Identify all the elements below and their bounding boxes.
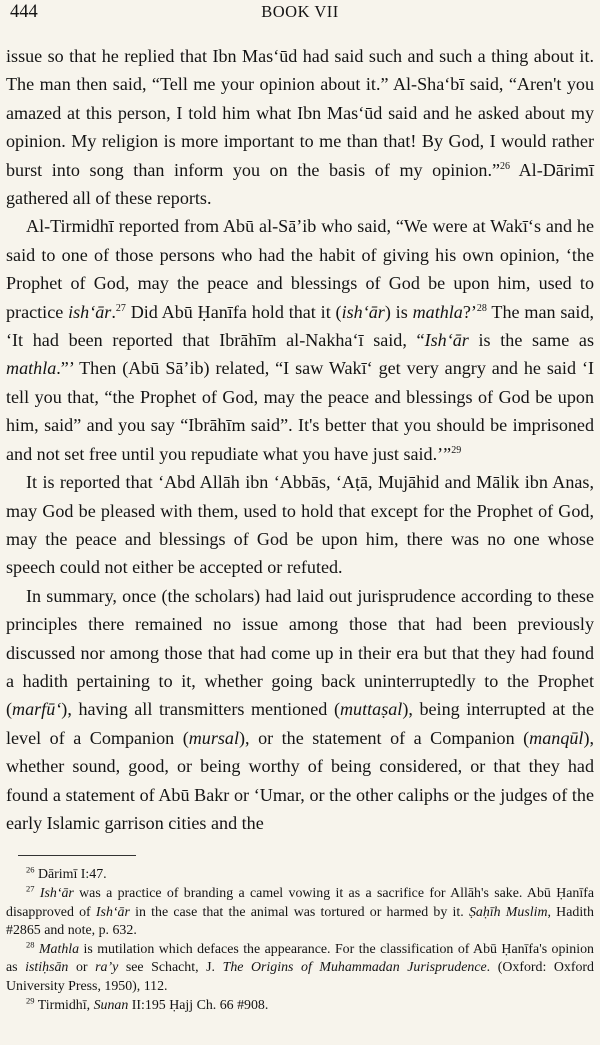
paragraph: It is reported that ‘Abd Allāh ibn ‘Abbās, ‘Aṭā, Mujāhid and Mālik ibn Anas, may God be pleased with them, used to hold that except for the Prophet of God, may the peace and blessings of God be upon him, there was no one whose speech could not either be accepted or refuted.: [6, 472, 594, 578]
paragraph: issue so that he replied that Ibn Mas‘ūd had said such and such a thing about it. The man then said, “Tell me your opinion about it.” Al-Sha‘bī said, “Aren't you amazed at this person, I told him what Ibn Mas‘ūd said and he asked about my opinion. My religion is more important to me than that! By God, I would rather burst into song than inform you on the basis of my opinion.”$^{26}$ Al-Dārimī gathered all of these reports.: [6, 46, 594, 209]
paragraph: Al-Tirmidhī reported from Abū al-Sā’ib who said, “We were at Wakī‘s and he said to one of those persons who had the habit of giving his own opinion, ‘the Prophet of God, may the peace and blessings of God be upon him, used to practice ish‘ār.$^{27}$ Did Abū Ḥanīfa hold that it (ish‘ār) is mathla?’$^{28}$ The man said, ‘It had been reported that Ibrāhīm al-Nakha‘ī said, “Ish‘ār is the same as mathla.”’ Then (Abū Sā’ib) related, “I saw Wakī‘ get very angry and he said ‘I tell you that, “the Prophet of God, may the peace and blessings of God be upon him, said” and you say “Ibrāhīm said”. It's better that you should be imprisoned and not set free until you repudiate what you have just said.’”$^{29}$: [6, 216, 595, 464]
page-header: [6, 0, 594, 26]
footnote: $^{26}$ Dārimī I:47.: [26, 864, 107, 883]
body-text: [6, 42, 594, 837]
footnote: $^{28}$ Mathla is mutilation which defaces the appearance. For the classification of Abū Ḥanīfa's opinion as istiḥsān or ra’y see Schacht, J. The Origins of Muhammadan Jurisprudence. (Oxford: Oxford University Press, 1950), 112.: [6, 939, 595, 994]
footnote: $^{29}$ Tirmidhī, Sunan II:195 Ḥajj Ch. 66 #908.: [26, 994, 269, 1013]
page-number: 444: [10, 2, 38, 22]
footnote-divider: [18, 855, 136, 856]
footnote: $^{27}$ Ish‘ār was a practice of branding a camel vowing it as a sacrifice for Allāh's sake. Abū Ḥanīfa disapproved of Ish‘ār in the case that the animal was tortured or harmed by it. Ṣaḥīh Muslim, Hadith #2865 and note, p. 632.: [6, 883, 594, 939]
paragraph: In summary, once (the scholars) had laid out jurisprudence according to these principles there remained no issue among those that had been previously discussed nor among those that had come up in their era but that they had found a hadith pertaining to it, whether going back uninterruptedly to the Prophet (marfū‘), having all transmitters mentioned (muttaṣal), being interrupted at the level of a Companion (mursal), or the statement of a Companion (manqūl), whether sound, good, or being worthy of being considered, or that they had found a statement of Abū Bakr or ‘Umar, or the other caliphs or the judges of the early Islamic garrison cities and the: [6, 585, 594, 833]
footnotes: [6, 866, 594, 1015]
running-head: BOOK VII: [261, 2, 339, 21]
